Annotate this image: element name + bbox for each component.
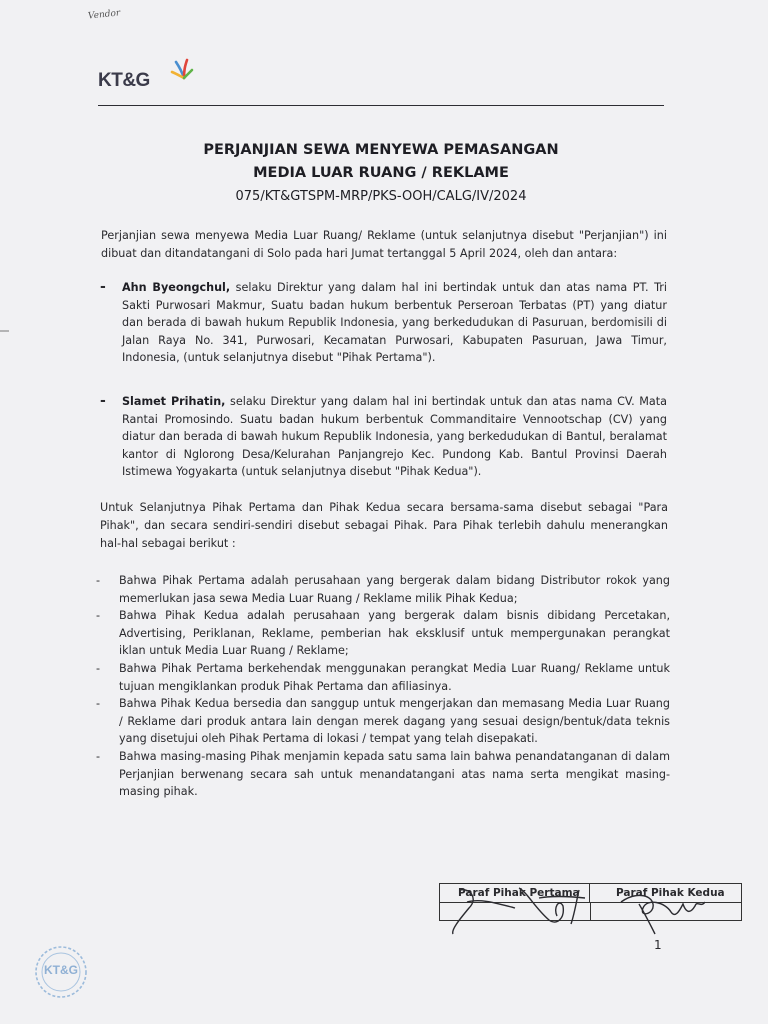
list-item: - Bahwa masing-masing Pihak menjamin kepada satu sama lain bahwa penandatanganan di dalam Perjanjian berwenang secara sah untuk menandatangani atas nama serta mengikat masing-masing pihak.: [96, 749, 670, 799]
corner-handwritten-note: Vendor: [87, 8, 121, 22]
list-item: - Bahwa Pihak Kedua bersedia dan sanggup untuk mengerjakan dan memasang Media Luar Ruang / Reklame dari produk antara lain dengan merek dagang yang sesuai design/bentuk/data teknis yang disetujui oleh Pihak Pertama di lokasi / tempat yang telah disepakati.: [96, 697, 670, 746]
stamp-text: KT&G: [44, 963, 78, 977]
initial-first-party: [453, 888, 585, 934]
company-logo: [98, 56, 198, 96]
logo-text: KT&G: [98, 70, 150, 91]
list-item: - Bahwa Pihak Pertama adalah perusahaan yang bergerak dalam bidang Distributor rokok yang memerlukan jasa sewa Media Luar Ruang / Reklame milik Pihak Kedua;: [96, 574, 670, 605]
party-first-description: selaku Direktur yang dalam hal ini bertindak untuk dan atas nama PT. Tri Sakti Purwosari Makmur, Suatu badan hukum berbentuk Perseroan Terbatas (PT) yang diatur dan berada di bawah hukum Republik Indonesia, yang berkedudukan di Pasuruan, berdomisili di Jalan Raya No. 341, Purwosari, Kecamatan Purwosari, Kabupaten Pasuruan, Jawa Timur, Indonesia, (untuk selanjutnya disebut "Pihak Pertama").: [122, 281, 667, 365]
paraf-second-header: Paraf Pihak Kedua: [616, 887, 725, 899]
initial-second-party: [621, 895, 705, 934]
header-divider: [98, 105, 664, 106]
handwritten-initials: [439, 868, 740, 948]
list-item: - Bahwa Pihak Kedua adalah perusahaan yang bergerak dalam bisnis dibidang Percetakan, Advertising, Periklanan, Reklame, pemberian hak eksklusif untuk mempergunakan perangkat iklan untuk Media Luar Ruang / Reklame;: [96, 609, 670, 658]
scan-edge-mark: [0, 328, 10, 334]
party-first-name: Ahn Byeongchul,: [122, 281, 231, 294]
party-second: [100, 393, 670, 489]
document-title-line-2: MEDIA LUAR RUANG / REKLAME: [253, 165, 509, 181]
logo-sparkle-icon: [166, 56, 194, 86]
document-title-line-1: PERJANJIAN SEWA MENYEWA PEMASANGAN: [203, 142, 559, 158]
party-second-name: Slamet Prihatin,: [122, 395, 226, 408]
paraf-first-header: Paraf Pihak Pertama: [440, 884, 590, 902]
party-bullet: -: [100, 393, 106, 409]
party-first-text: [122, 279, 667, 367]
page-number: 1: [654, 938, 662, 952]
company-stamp: [33, 944, 89, 1000]
para-pihak-paragraph: Untuk Selanjutnya Pihak Pertama dan Pihak Kedua secara bersama-sama disebut sebagai "Para Pihak", dan secara sendiri-sendiri disebut sebagai Pihak. Para Pihak terlebih dahulu menerangkan hal-hal sebagai berikut :: [100, 501, 668, 550]
list-item: - Bahwa Pihak Pertama berkehendak menggunakan perangkat Media Luar Ruang/ Reklame untuk tujuan mengiklankan produk Pihak Pertama dan afiliasinya.: [96, 661, 670, 693]
party-bullet: -: [100, 279, 106, 295]
party-first: [100, 279, 670, 375]
party-second-text: [122, 393, 667, 481]
recitals-list: [96, 572, 670, 801]
document-number: 075/KT&GTSPM-MRP/PKS-OOH/CALG/IV/2024: [235, 189, 527, 204]
intro-paragraph: Perjanjian sewa menyewa Media Luar Ruang/ Reklame (untuk selanjutnya disebut "Perjanjian") ini dibuat dan ditandatangani di Solo pada hari Jumat tertanggal 5 April 2024, oleh dan antara:: [101, 229, 667, 260]
party-second-description: selaku Direktur yang dalam hal ini bertindak untuk dan atas nama CV. Mata Rantai Promosindo. Suatu badan hukum berbentuk Commanditaire Vennootschap (CV) yang diatur dan berada di bawah hukum Republik Indonesia, yang berkedudukan di Bantul, beralamat kantor di Nglorong Desa/Kelurahan Panjangrejo Kec. Pundong Kab. Bantul Provinsi Daerah Istimewa Yogyakarta (untuk selanjutnya disebut "Pihak Kedua").: [122, 395, 667, 479]
